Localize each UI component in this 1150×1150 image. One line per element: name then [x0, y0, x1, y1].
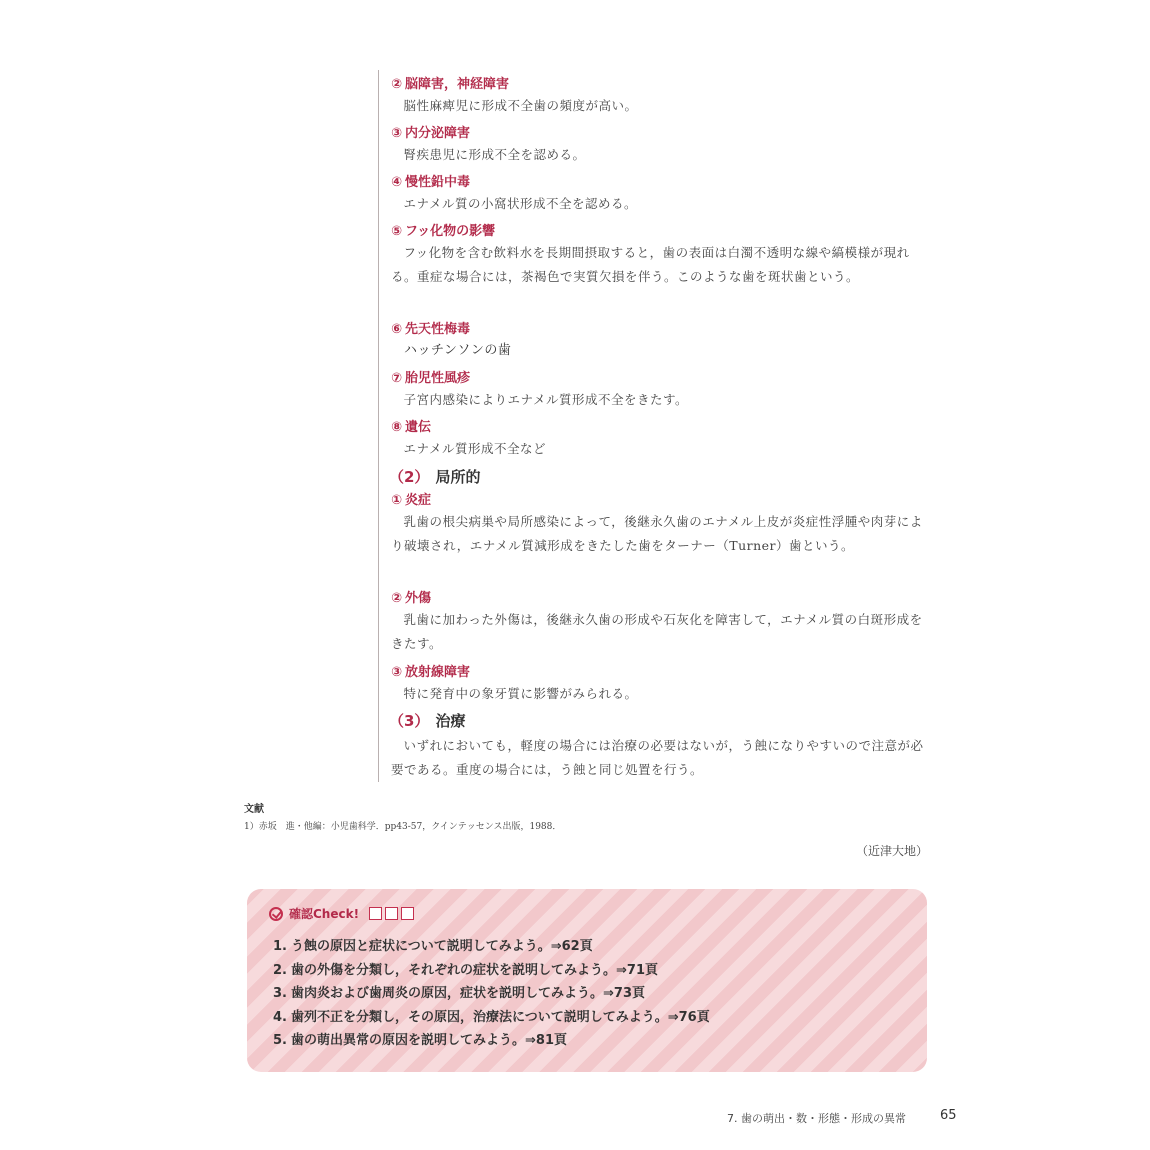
section-treatment: （3） 治療: [389, 712, 466, 730]
entry-body: エナメル質の小窩状形成不全を認める。: [403, 196, 638, 211]
check-circle-icon: [269, 907, 283, 921]
author-name: （近津大地）: [855, 844, 928, 858]
entry-body: 脳性麻痺児に形成不全歯の頻度が高い。: [403, 98, 638, 113]
entry-fluoride: [391, 223, 931, 289]
reference-item: 1）赤坂 進・他編：小児歯科学．pp43-57，クインテッセンス出版，1988．: [244, 822, 562, 832]
entry-heading: ④ 慢性鉛中毒: [391, 175, 471, 190]
entry-heredity: [391, 419, 931, 461]
entry-inflammation: [391, 492, 931, 558]
entry-body: エナメル質形成不全など: [403, 441, 547, 456]
entry-body: フッ化物を含む飲料水を長期間摂取すると，歯の表面は白濁不透明な線や縞模様が現れる。重症な場合には，茶褐色で実質欠損を伴う。このような歯を斑状歯という。: [391, 245, 910, 284]
entry-body: 乳歯に加わった外傷は，後継永久歯の形成や石灰化を障害して，エナメル質の白斑形成をきたす。: [391, 612, 923, 651]
checkbox-1[interactable]: [369, 907, 382, 920]
references: [244, 800, 944, 832]
entry-body: 乳歯の根尖病巣や局所感染によって，後継永久歯のエナメル上皮が炎症性浮腫や肉芽により破壊され，エナメル質減形成をきたした歯をターナー（Turner）歯という。: [391, 514, 923, 553]
entry-heading: ② 脳障害，神経障害: [391, 77, 510, 92]
entry-trauma: [391, 590, 931, 656]
check-title: 確認Check!: [289, 907, 360, 921]
entry-body: ハッチンソンの歯: [404, 343, 512, 358]
list-item: 2. 歯の外傷を分類し，それぞれの症状を説明してみよう。⇒71頁: [273, 962, 658, 978]
entry-heading: ⑦ 胎児性風疹: [391, 371, 471, 386]
list-item: 3. 歯肉炎および歯周炎の原因，症状を説明してみよう。⇒73頁: [273, 986, 645, 1001]
entry-body: 腎疾患児に形成不全を認める。: [403, 147, 586, 162]
entry-brain-disorder: [391, 76, 931, 118]
entry-heading: ⑧ 遺伝: [391, 420, 432, 435]
entry-heading: ② 外傷: [391, 591, 432, 606]
list-item: 4. 歯列不正を分類し，その原因，治療法について説明してみよう。⇒76頁: [273, 1009, 710, 1025]
entry-radiation: [391, 664, 931, 706]
page-number: 65: [940, 1108, 957, 1123]
entry-body: いずれにおいても，軽度の場合には治療の必要はないが，う蝕になりやすいので注意が必要である。重度の場合には，う蝕と同じ処置を行う。: [391, 738, 924, 777]
entry-lead-poisoning: [391, 174, 931, 216]
checkbox-group: [369, 907, 414, 920]
entry-heading: ⑥ 先天性梅毒: [391, 322, 471, 337]
chapter-footer: 7. 歯の萌出・数・形態・形成の異常: [727, 1112, 906, 1125]
references-heading: 文献: [244, 804, 264, 815]
entry-endocrine: [391, 125, 931, 167]
entry-heading: ③ 内分泌障害: [391, 126, 471, 141]
checkbox-2[interactable]: [385, 907, 398, 920]
entry-body: 子宮内感染によりエナメル質形成不全をきたす。: [403, 392, 689, 407]
check-heading: [269, 905, 414, 922]
entry-heading: ③ 放射線障害: [391, 665, 471, 680]
entry-congenital-syphilis: [391, 321, 931, 363]
entry-heading: ⑤ フッ化物の影響: [391, 224, 496, 239]
entry-heading: ① 炎症: [391, 493, 432, 508]
section-local: （2） 局所的: [389, 468, 481, 486]
check-question-list: [273, 935, 710, 1053]
entry-rubella: [391, 370, 931, 412]
checkbox-3[interactable]: [401, 907, 414, 920]
main-text-column: [378, 70, 931, 782]
entry-body: 特に発育中の象牙質に影響がみられる。: [403, 686, 638, 701]
list-item: 1. う蝕の原因と症状について説明してみよう。⇒62頁: [273, 939, 593, 954]
treatment-text: [391, 734, 931, 782]
list-item: 5. 歯の萌出異常の原因を説明してみよう。⇒81頁: [273, 1033, 567, 1048]
check-box-panel: [247, 889, 927, 1072]
